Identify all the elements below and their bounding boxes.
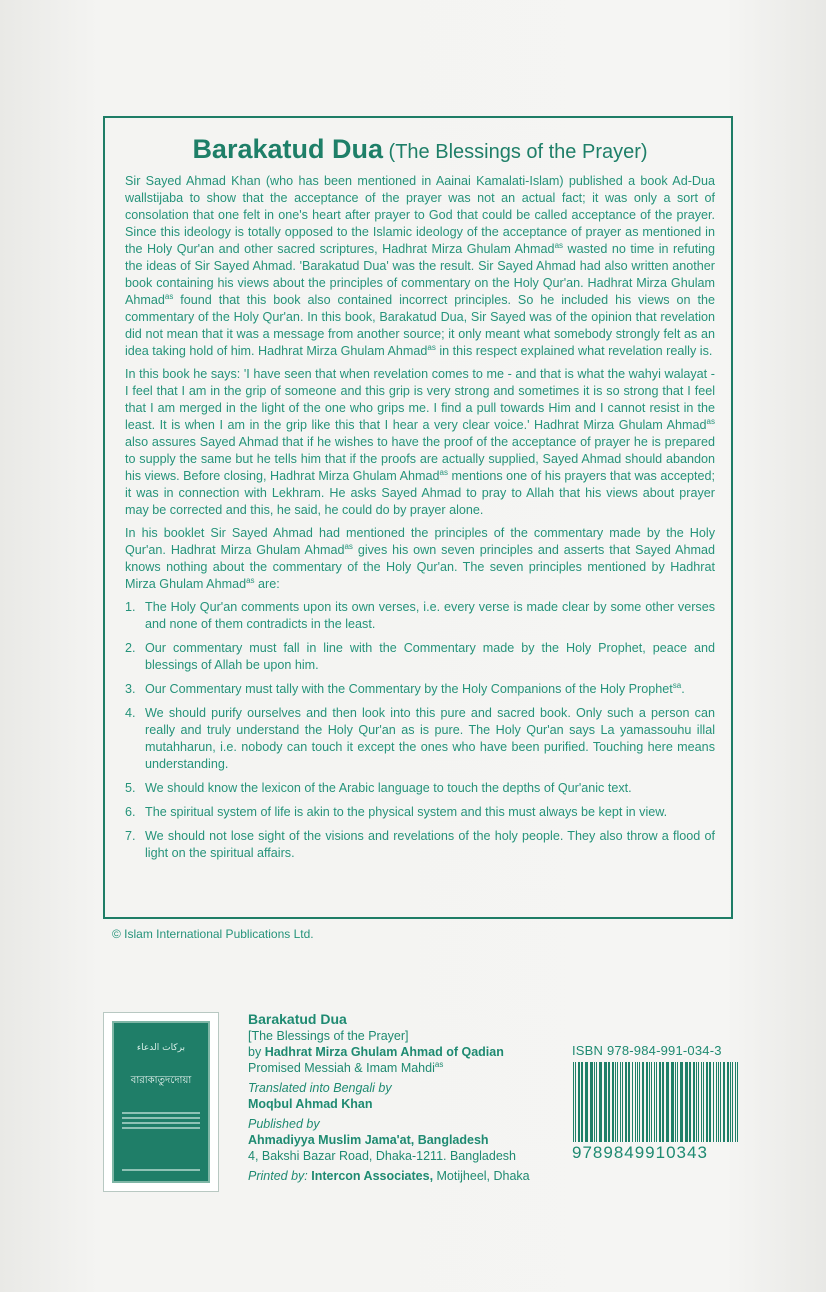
imprint-translated-label: Translated into Bengali by bbox=[248, 1081, 392, 1095]
cover-bengali-title: বারাকাতুদদোয়া bbox=[130, 1075, 192, 1086]
paragraph-1: Sir Sayed Ahmad Khan (who has been mentioned in Aainai Kamalati-Islam) published a book Ad-Dua wallstijaba to show that the acceptance of the prayer was not an actual fact; it was only a sort of consolation that one felt in one's heart after prayer to God that could be called acceptance of the prayer. Since this ideology is totally opposed to the Islamic ideology of the acceptance of prayer as mentioned in the Holy Qur'an and other sacred scriptures, Hadhrat Mirza Ghulam Ahmad$^{as}$ wasted no time in refuting the ideas of Sir Sayed Ahmad. 'Barakatud Dua' was the result. Sir Sayed Ahmad had also written another book containing his views about the principles of commentary on the Holy Qur'an. Hadhrat Mirza Ghulam Ahmad$^{as}$ found that this book also contained incorrect principles. So he included his views on the commentary of the Holy Qur'an. In this book, Barakatud Dua, Sir Sayed was of the opinion that revelation did not mean that it was a message from another source; it only meant what somebody strongly felt as an idea taking hold of him. Hadhrat Mirza Ghulam Ahmad$^{as}$ in this respect explained what revelation really is. bbox=[125, 174, 715, 358]
imprint-publisher: Ahmadiyya Muslim Jama'at, Bangladesh bbox=[248, 1133, 489, 1147]
copyright-notice: © Islam International Publications Ltd. bbox=[112, 927, 314, 941]
cover-thumbnail-art bbox=[112, 1021, 210, 1183]
imprint-subtitle: [The Blessings of the Prayer] bbox=[248, 1029, 409, 1043]
list-item: 3. Our Commentary must tally with the Commentary by the Holy Companions of the Holy Prophet$^{sa}$. bbox=[125, 680, 685, 696]
list-item: 2. Our commentary must fall in line with the Commentary made by the Holy Prophet, peace and blessings of Allah be upon him. bbox=[125, 641, 715, 672]
cover-footer-line bbox=[122, 1169, 200, 1171]
cover-text-lines bbox=[122, 1112, 200, 1129]
barcode bbox=[572, 1062, 740, 1142]
list-item: 1. The Holy Qur'an comments upon its own verses, i.e. every verse is made clear by some other verses and none of them contradicts in the least. bbox=[125, 600, 715, 631]
paragraph-3: In his booklet Sir Sayed Ahmad had mentioned the principles of the commentary made by the Holy Qur'an. Hadhrat Mirza Ghulam Ahmad$^{as}$ gives his own seven principles and asserts that Sayed Ahmad knows nothing about the commentary of the Holy Qur'an. The seven principles mentioned by Hadhrat Mirza Ghulam Ahmad$^{as}$ are: bbox=[125, 526, 716, 591]
synopsis-box bbox=[103, 116, 733, 919]
imprint-author-titles: Promised Messiah & Imam Mahdi$^{as}$ bbox=[248, 1059, 444, 1075]
synopsis-title bbox=[125, 134, 715, 165]
list-item: 5. We should know the lexicon of the Arabic language to touch the depths of Qur'anic text. bbox=[125, 781, 632, 795]
cover-arabic-title: ﺑﺮﻛﺎﺕ ﺍﻟﺪﻋﺎﺀ bbox=[136, 1043, 186, 1053]
imprint-address: 4, Bakshi Bazar Road, Dhaka-1211. Bangladesh bbox=[248, 1149, 516, 1163]
imprint-book-title: Barakatud Dua bbox=[248, 1011, 347, 1027]
title-subtitle: (The Blessings of the Prayer) bbox=[383, 141, 648, 163]
list-item: 7. We should not lose sight of the visions and revelations of the holy people. They also throw a flood of light on the spiritual affairs. bbox=[125, 829, 715, 860]
isbn-number: 9789849910343 bbox=[572, 1143, 708, 1162]
list-item: 4. We should purify ourselves and then look into this pure and sacred book. Only such a person can really and truly understand the Holy Qur'an as is pure. The Holy Qur'an says La yamassouhu illal mutahharun, i.e. nobody can touch it except the ones who have been purified. Touching here means understanding. bbox=[125, 706, 715, 771]
imprint-published-label: Published by bbox=[248, 1117, 320, 1131]
title-main: Barakatud Dua bbox=[192, 134, 383, 164]
isbn-label: ISBN 978-984-991-034-3 bbox=[572, 1043, 722, 1058]
imprint-translator: Moqbul Ahmad Khan bbox=[248, 1097, 373, 1111]
cover-thumbnail bbox=[103, 1012, 219, 1192]
list-item: 6. The spiritual system of life is akin to the physical system and this must always be kept in view. bbox=[125, 805, 668, 819]
isbn-block bbox=[572, 1043, 742, 1163]
imprint-block bbox=[248, 1010, 530, 1184]
paragraph-2: In this book he says: 'I have seen that when revelation comes to me - and that is what the wahyi walayat - I feel that I am in the grip of someone and this grip is very strong and sometimes it is so strong that I feel that I am merged in the light of the one who grips me. I find a pull towards Him and I cannot resist in the least. It is when I am in the grip like this that I hear a very clear voice.' Hadhrat Mirza Ghulam Ahmad$^{as}$ also assures Sayed Ahmad that if he wishes to have the proof of the acceptance of prayer he is prepared to supply the same but he tells him that if the proofs are actually supplied, Sayed Ahmad should abandon his views. Before closing, Hadhrat Mirza Ghulam Ahmad$^{as}$ mentions one of his prayers that was accepted; it was in connection with Lekhram. He asks Sayed Ahmad to pray to Allah that his views about prayer may be corrected and this, he said, he could do by prayer alone. bbox=[125, 367, 716, 517]
imprint-author-line: by Hadhrat Mirza Ghulam Ahmad of Qadian bbox=[248, 1045, 504, 1059]
imprint-printer-line: Printed by: Intercon Associates, Motijheel, Dhaka bbox=[248, 1169, 530, 1183]
principles-list bbox=[125, 599, 715, 862]
